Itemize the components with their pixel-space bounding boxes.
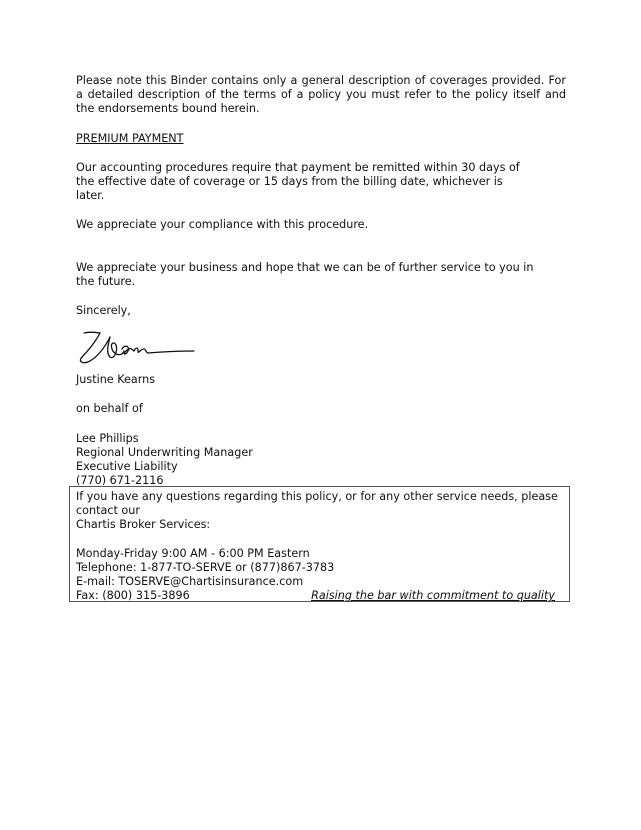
- salutation: Sincerely,: [76, 304, 131, 318]
- contact-intro-line: If you have any questions regarding this policy, or for any other service needs, please contact our: [76, 490, 558, 518]
- signer-name: Justine Kearns: [76, 373, 156, 387]
- closing-paragraph: We appreciate your business and hope that we can be of further service to you in the future.: [76, 260, 534, 288]
- compliance-paragraph: We appreciate your compliance with this procedure.: [76, 218, 369, 232]
- manager-title: Regional Underwriting Manager: [76, 445, 253, 459]
- broker-services-label: Chartis Broker Services:: [76, 518, 211, 532]
- signature-image: [76, 327, 216, 373]
- intro-paragraph: Please note this Binder contains only a general description of coverages provided. For a detailed description of the terms of a policy you must refer to the policy itself and the endorsements bound herein.: [76, 74, 566, 116]
- telephone-line: Telephone: 1-877-TO-SERVE or (877)867-3783: [76, 560, 335, 574]
- fax-row: [76, 589, 563, 603]
- letter-body: [76, 74, 566, 488]
- phone-number: (770) 671-2116: [76, 474, 164, 488]
- department: Executive Liability: [76, 460, 178, 474]
- premium-payment-heading: PREMIUM PAYMENT: [76, 131, 184, 145]
- fax-line: Fax: (800) 315-3896: [76, 589, 190, 603]
- premium-paragraph: Our accounting procedures require that payment be remitted within 30 days of the effective date of coverage or 15 days from the billing date, whichever is later.: [76, 160, 520, 203]
- service-hours: Monday-Friday 9:00 AM - 6:00 PM Eastern: [76, 546, 310, 560]
- manager-name: Lee Phillips: [76, 431, 139, 445]
- spacer: [76, 533, 563, 547]
- tagline: Raising the bar with commitment to quality: [311, 589, 555, 603]
- signature-block: [76, 432, 566, 489]
- contact-info-box: [69, 486, 570, 602]
- on-behalf-of: on behalf of: [76, 402, 143, 416]
- handwritten-signature-icon: [76, 327, 216, 373]
- email-line: E-mail: TOSERVE@Chartisinsurance.com: [76, 575, 304, 589]
